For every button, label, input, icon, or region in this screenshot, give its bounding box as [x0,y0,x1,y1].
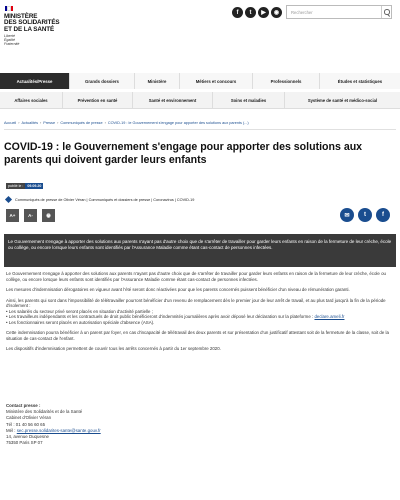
search-icon[interactable] [381,6,391,18]
breadcrumb-current: COVID-19 : le Gouvernement s'engage pour apporter des solutions aux parents (...) [107,121,249,125]
contact-line: Ministère des Solidarités et de la Santé [6,409,83,415]
list-item: • Les travailleurs indépendants et les contractuels de droit public bénéficieront d'indemnités journalières après avoir déposé leur déclaration sur la plateforme : declare.ameli.fr [6,314,345,319]
article-paragraph: Le Gouvernement s'engage à apporter des solutions aux parents n'ayant pas d'autre choix que de s'arrêter de travailler pour garder leurs enfants en raison de la fermeture de leur crèche, école ou collège, ou encore lorsque leurs enfants sont identifiés par l'Assurance Maladie comme étant cas-contact de personnes infectées. [6,271,386,282]
contact-email-link[interactable]: sec.presse.solidarites-sante@sante.gouv.fr [16,427,101,433]
ministry-line: MINISTÈRE [4,13,38,20]
nav-item-grands-dossiers[interactable]: Grands dossiers [70,73,135,89]
breadcrumb-home[interactable]: Accueil [4,121,17,125]
article-tags [6,197,194,202]
search-placeholder: Rechercher [291,9,313,15]
publication-value: 09.09.20 [27,183,42,188]
facebook-icon[interactable]: f [232,7,243,18]
twitter-share-icon[interactable]: t [358,208,372,222]
motto-line: Liberté [4,34,15,38]
contact-line: 75350 Paris SP 07 [6,440,43,446]
nav-item-actualites[interactable]: Actualités/Presse [0,73,70,89]
secondary-nav [0,92,400,109]
nav-item-affaires-sociales[interactable]: Affaires sociales [0,92,63,109]
ministry-name[interactable] [4,14,60,33]
nav-item-metiers[interactable]: Métiers et concours [180,73,253,89]
contact-mail-label: Mél : [6,427,17,433]
publication-date [6,182,43,189]
nav-item-prevention[interactable]: Prévention en santé [63,92,133,109]
article-intro: Le Gouvernement s'engage à apporter des solutions aux parents n'ayant pas d'autre choix que de s'arrêter de travailler pour garder leurs enfants en raison de la fermeture de leur crèche, école ou collège, ou encore lorsque leurs enfants sont identifiés par l'Assurance Maladie comme étant cas-contact de personnes infectées. [4,234,396,267]
nav-item-soins-maladies[interactable]: Soins et maladies [213,92,285,109]
list-item: • Les fonctionnaires seront placés en autorisation spéciale d'absence (ASA). [6,319,155,325]
breadcrumb [4,119,396,130]
contact-heading: Contact presse : [6,403,41,408]
publication-label: publié le : [8,183,24,188]
motto-line: Fraternité [4,42,20,47]
breadcrumb-actualites[interactable]: Actualités [21,121,38,125]
increase-font-button[interactable]: A+ [6,209,19,222]
email-share-icon[interactable]: ✉ [340,208,354,222]
facebook-share-icon[interactable]: f [376,208,390,222]
article-paragraph: Cette indemnisation pourra bénéficier à un parent par foyer, en cas d'incapacité de télétravail des deux parents et sur présentation d'un justificatif attestant soit de la fermeture de la classe, soit de la situation de cas-contact de l'enfant. [6,330,389,341]
bullet-list [6,309,394,326]
breadcrumb-separator: › [57,121,59,125]
nav-item-sante-environnement[interactable]: Santé et environnement [133,92,213,109]
breadcrumb-communiques[interactable]: Communiqués de presse [60,121,103,125]
article-paragraph: Ainsi, les parents qui sont dans l'impossibilité de télétravailler pourront bénéficier d'un revenu de remplacement dès le premier jour de leur arrêt de travail, et au plus tard jusqu'à la fin de la période d'isolement : [6,297,386,308]
list-item-text: Les fonctionnaires seront placés en autorisation spéciale d'absence (ASA). [8,319,155,325]
decrease-font-button[interactable]: A- [24,209,37,222]
nav-item-systeme-sante[interactable]: Système de santé et médico-social [307,98,378,103]
contact-line: Tél : 01 40 56 60 65 [6,421,46,427]
article-paragraph: Les dispositifs d'indemnisation permettent de couvrir tous les arrêts concernés à partir du 1er septembre 2020. [6,346,221,351]
article-paragraph: Les mesures d'indemnisation dérogatoires en vigueur avant l'été seront donc réactivées pour que les parents concernés puissent bénéficier d'un niveau de rémunération garanti. [6,287,350,292]
twitter-icon[interactable]: t [245,7,256,18]
ministry-line: ET DE LA SANTÉ [4,25,55,33]
breadcrumb-separator: › [39,121,42,125]
ameli-link[interactable]: declare.ameli.fr [314,314,345,319]
primary-nav [0,73,400,89]
contact-line: 14, avenue Duquesne [6,434,49,440]
breadcrumb-presse[interactable]: Presse [43,121,56,125]
breadcrumb-separator: › [18,121,20,125]
youtube-icon[interactable]: ▶ [258,7,269,18]
list-item: • Les salariés du secteur privé seront placés en situation d'activité partielle ; [6,308,153,314]
breadcrumb-separator: › [104,121,106,125]
ministry-line: DES SOLIDARITÉS [4,19,60,27]
nav-item-etudes[interactable]: Études et statistiques [337,78,383,84]
search-input[interactable] [286,5,392,19]
republic-flag-logo [5,6,13,11]
page-title: COVID-19 : le Gouvernement s'engage pour apporter des solutions aux parents qui doivent garder leurs enfants [4,141,363,166]
print-icon[interactable]: 🖶 [42,209,55,222]
article-body [6,271,394,357]
nav-item-professionnels[interactable]: Professionnels [253,73,320,89]
republic-motto [4,34,19,46]
rss-icon[interactable]: ◉ [271,7,282,18]
motto-line: Égalité [4,38,15,43]
contact-line: Cabinet d'Olivier Véran [6,415,52,421]
press-contact [6,403,206,446]
nav-item-ministere[interactable]: Ministère [135,73,180,89]
list-item-text: Les salariés du secteur privé seront placés en situation d'activité partielle ; [8,308,153,314]
site-header [0,0,400,68]
list-item-text: Les travailleurs indépendants et les contractuels de droit public bénéficieront d'indemnités journalières après avoir déposé leur déclaration sur la plateforme : [8,314,314,319]
tags-text[interactable]: Communiqués de presse de Olivier Véran | Communiqués et dossiers de presse | Coronavirus | COVID-19 [15,197,195,202]
tag-icon [5,196,12,203]
